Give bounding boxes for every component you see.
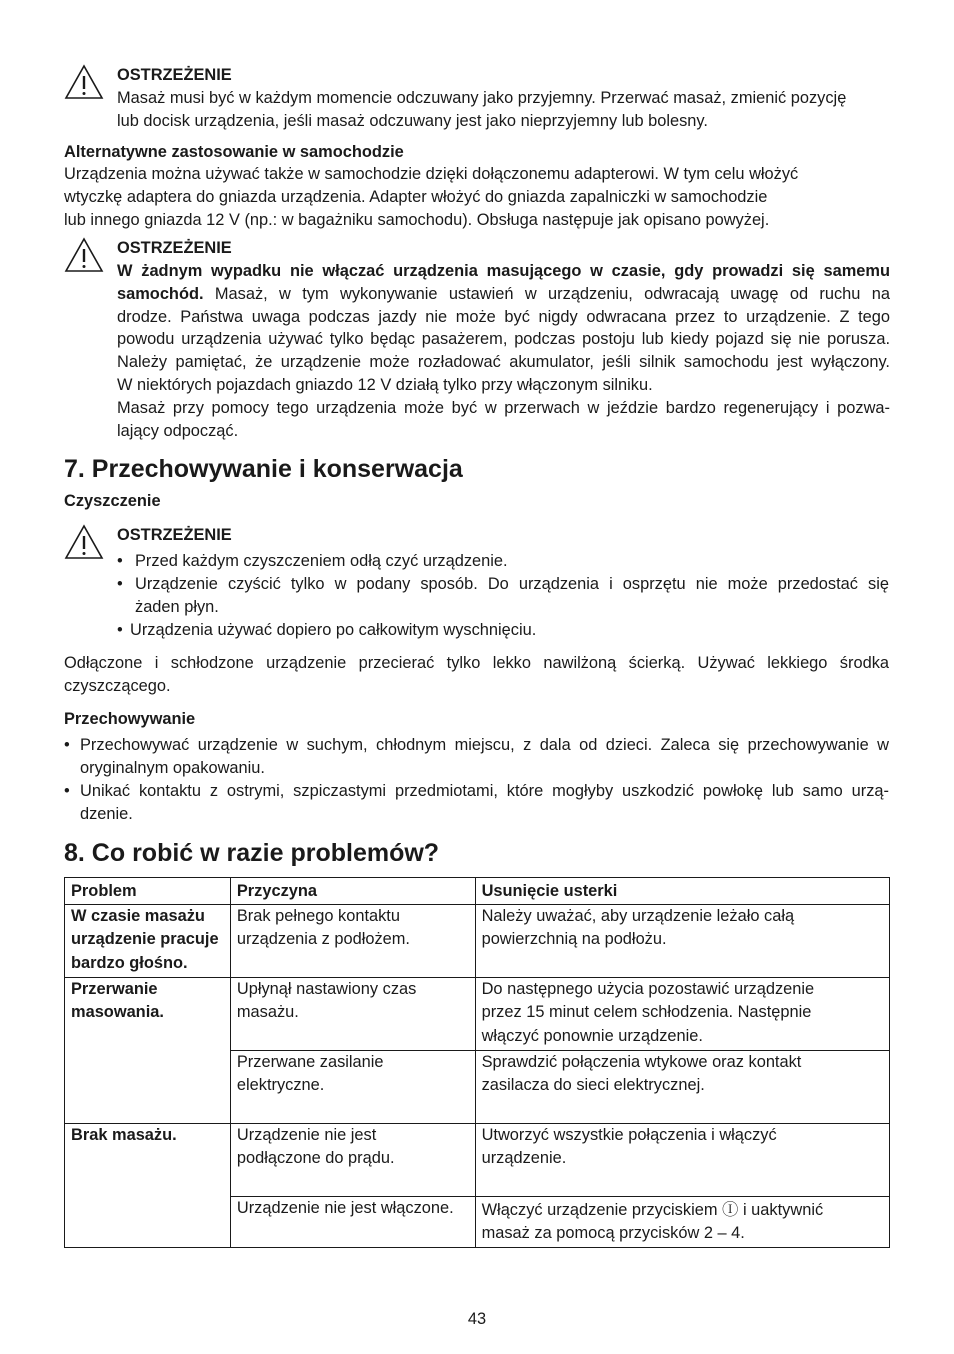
car-usage-text: Urządzenia można używać także w samochodzie dzięki dołączonemu adapterowi. W tym celu włożyć wtyczkę adaptera do gniazda urządzenia. Adapter włożyć do gniazda zapalniczki w samochodzie lub innego gniazda 12 V (np.: w bagażniku samochodu). Obsługa następuje jak opisano powyżej.	[64, 165, 799, 229]
fix-cell: Włączyć urządzenie przyciskiem Ⓘ i uaktywnić masaż za pomocą przycisków 2 – 4.	[475, 1197, 889, 1248]
storage-heading: Przechowywanie	[64, 710, 196, 728]
list-item: • Przechowywać urządzenie w suchym, chłodnym miejscu, z dala od dzieci. Zaleca się przechowywanie w oryginalnym opakowaniu.	[64, 736, 889, 777]
list-item: • Urządzenie czyścić tylko w podany sposób. Do urządzenia i osprzętu nie może przedostać się żaden płyn.	[117, 575, 889, 616]
warning-triangle-icon	[64, 64, 104, 100]
problem-cell: Brak masażu.	[65, 1124, 231, 1248]
warning-text: W żadnym wypadku nie włączać urządzenia masującego w czasie, gdy prowadzi się samemu samochód. Masaż, w tym wykonywanie ustawień w urządzeniu, odwracają uwagę od ruchu na drodze. Państwa uwaga podczas jazdy nie może być nigdy odwracana przez to urządzenie. Z tego powodu urządzenia używać tylko będąc pasażerem, podczas postoju lub kiedy pojazd się nie porusza. Należy pamiętać, że urządzenie może rozładować akumulator, jeśli silnik samochodu jest wyłączony. W niektórych pojazdach gniazdo 12 V działą tylko przy włączonym silniku. Masaż przy pomocy tego urządzenia może być w przerwach w jeździe bardzo regenerujący i pozwa- lający odpocząć.	[117, 262, 890, 440]
cause-cell: Urządzenie nie jest włączone.	[230, 1197, 475, 1248]
fix-cell: Utworzyć wszystkie połączenia i włączyć urządzenie.	[475, 1124, 889, 1197]
table-header-row	[65, 878, 890, 905]
section-8-title: 8. Co robić w razie problemów?	[64, 839, 440, 867]
fix-cell: Do następnego użycia pozostawić urządzenie przez 15 minut celem schłodzenia. Następnie włączyć ponownie urządzenie.	[475, 978, 889, 1051]
cleaning-heading: Czyszczenie	[64, 492, 161, 510]
page-number: 43	[467, 1310, 487, 1328]
table-row	[65, 905, 890, 978]
warning-triangle-icon	[64, 524, 104, 560]
cause-cell: Brak pełnego kontaktu urządzenia z podłożem.	[230, 905, 475, 978]
car-usage-heading: Alternatywne zastosowanie w samochodzie	[64, 143, 404, 161]
column-header-problem: Problem	[65, 878, 231, 905]
cleaning-text: Odłączone i schłodzone urządzenie przecierać tylko lekko nawilżoną ścierką. Używać lekkiego środka czyszczącego.	[64, 654, 889, 695]
fix-cell: Sprawdzić połączenia wtykowe oraz kontakt zasilacza do sieci elektrycznej.	[475, 1051, 889, 1124]
power-button-icon: Ⓘ	[722, 1201, 739, 1219]
cause-cell: Przerwane zasilanie elektryczne.	[230, 1051, 475, 1124]
cause-cell: Urządzenie nie jest podłączone do prądu.	[230, 1124, 475, 1197]
column-header-fix: Usunięcie usterki	[475, 878, 889, 905]
list-item: • Unikać kontaktu z ostrymi, szpiczastymi przedmiotami, które mogłyby uszkodzić powłokę lub samo urzą- dzenie.	[64, 782, 889, 823]
table-row	[65, 978, 890, 1051]
problem-cell: Przerwanie masowania.	[65, 978, 231, 1124]
warning-triangle-icon	[64, 237, 104, 273]
warning-text: Masaż musi być w każdym momencie odczuwany jako przyjemny. Przerwać masaż, zmienić pozycję lub docisk urządzenia, jeśli masaż odczuwany jest jako nieprzyjemny lub bolesny.	[117, 89, 847, 130]
cause-cell: Upłynął nastawiony czas masażu.	[230, 978, 475, 1051]
fix-cell: Należy uważać, aby urządzenie leżało całą powierzchnią na podłożu.	[475, 905, 889, 978]
column-header-cause: Przyczyna	[230, 878, 475, 905]
warning-title: OSTRZEŻENIE	[117, 526, 232, 544]
problem-cell: W czasie masażu urządzenie pracuje bardzo głośno.	[65, 905, 231, 978]
troubleshooting-table	[64, 877, 890, 1248]
section-7-title: 7. Przechowywanie i konserwacja	[64, 455, 463, 483]
warning-title: OSTRZEŻENIE	[117, 239, 232, 257]
warning-title: OSTRZEŻENIE	[117, 66, 232, 84]
table-row	[65, 1124, 890, 1197]
